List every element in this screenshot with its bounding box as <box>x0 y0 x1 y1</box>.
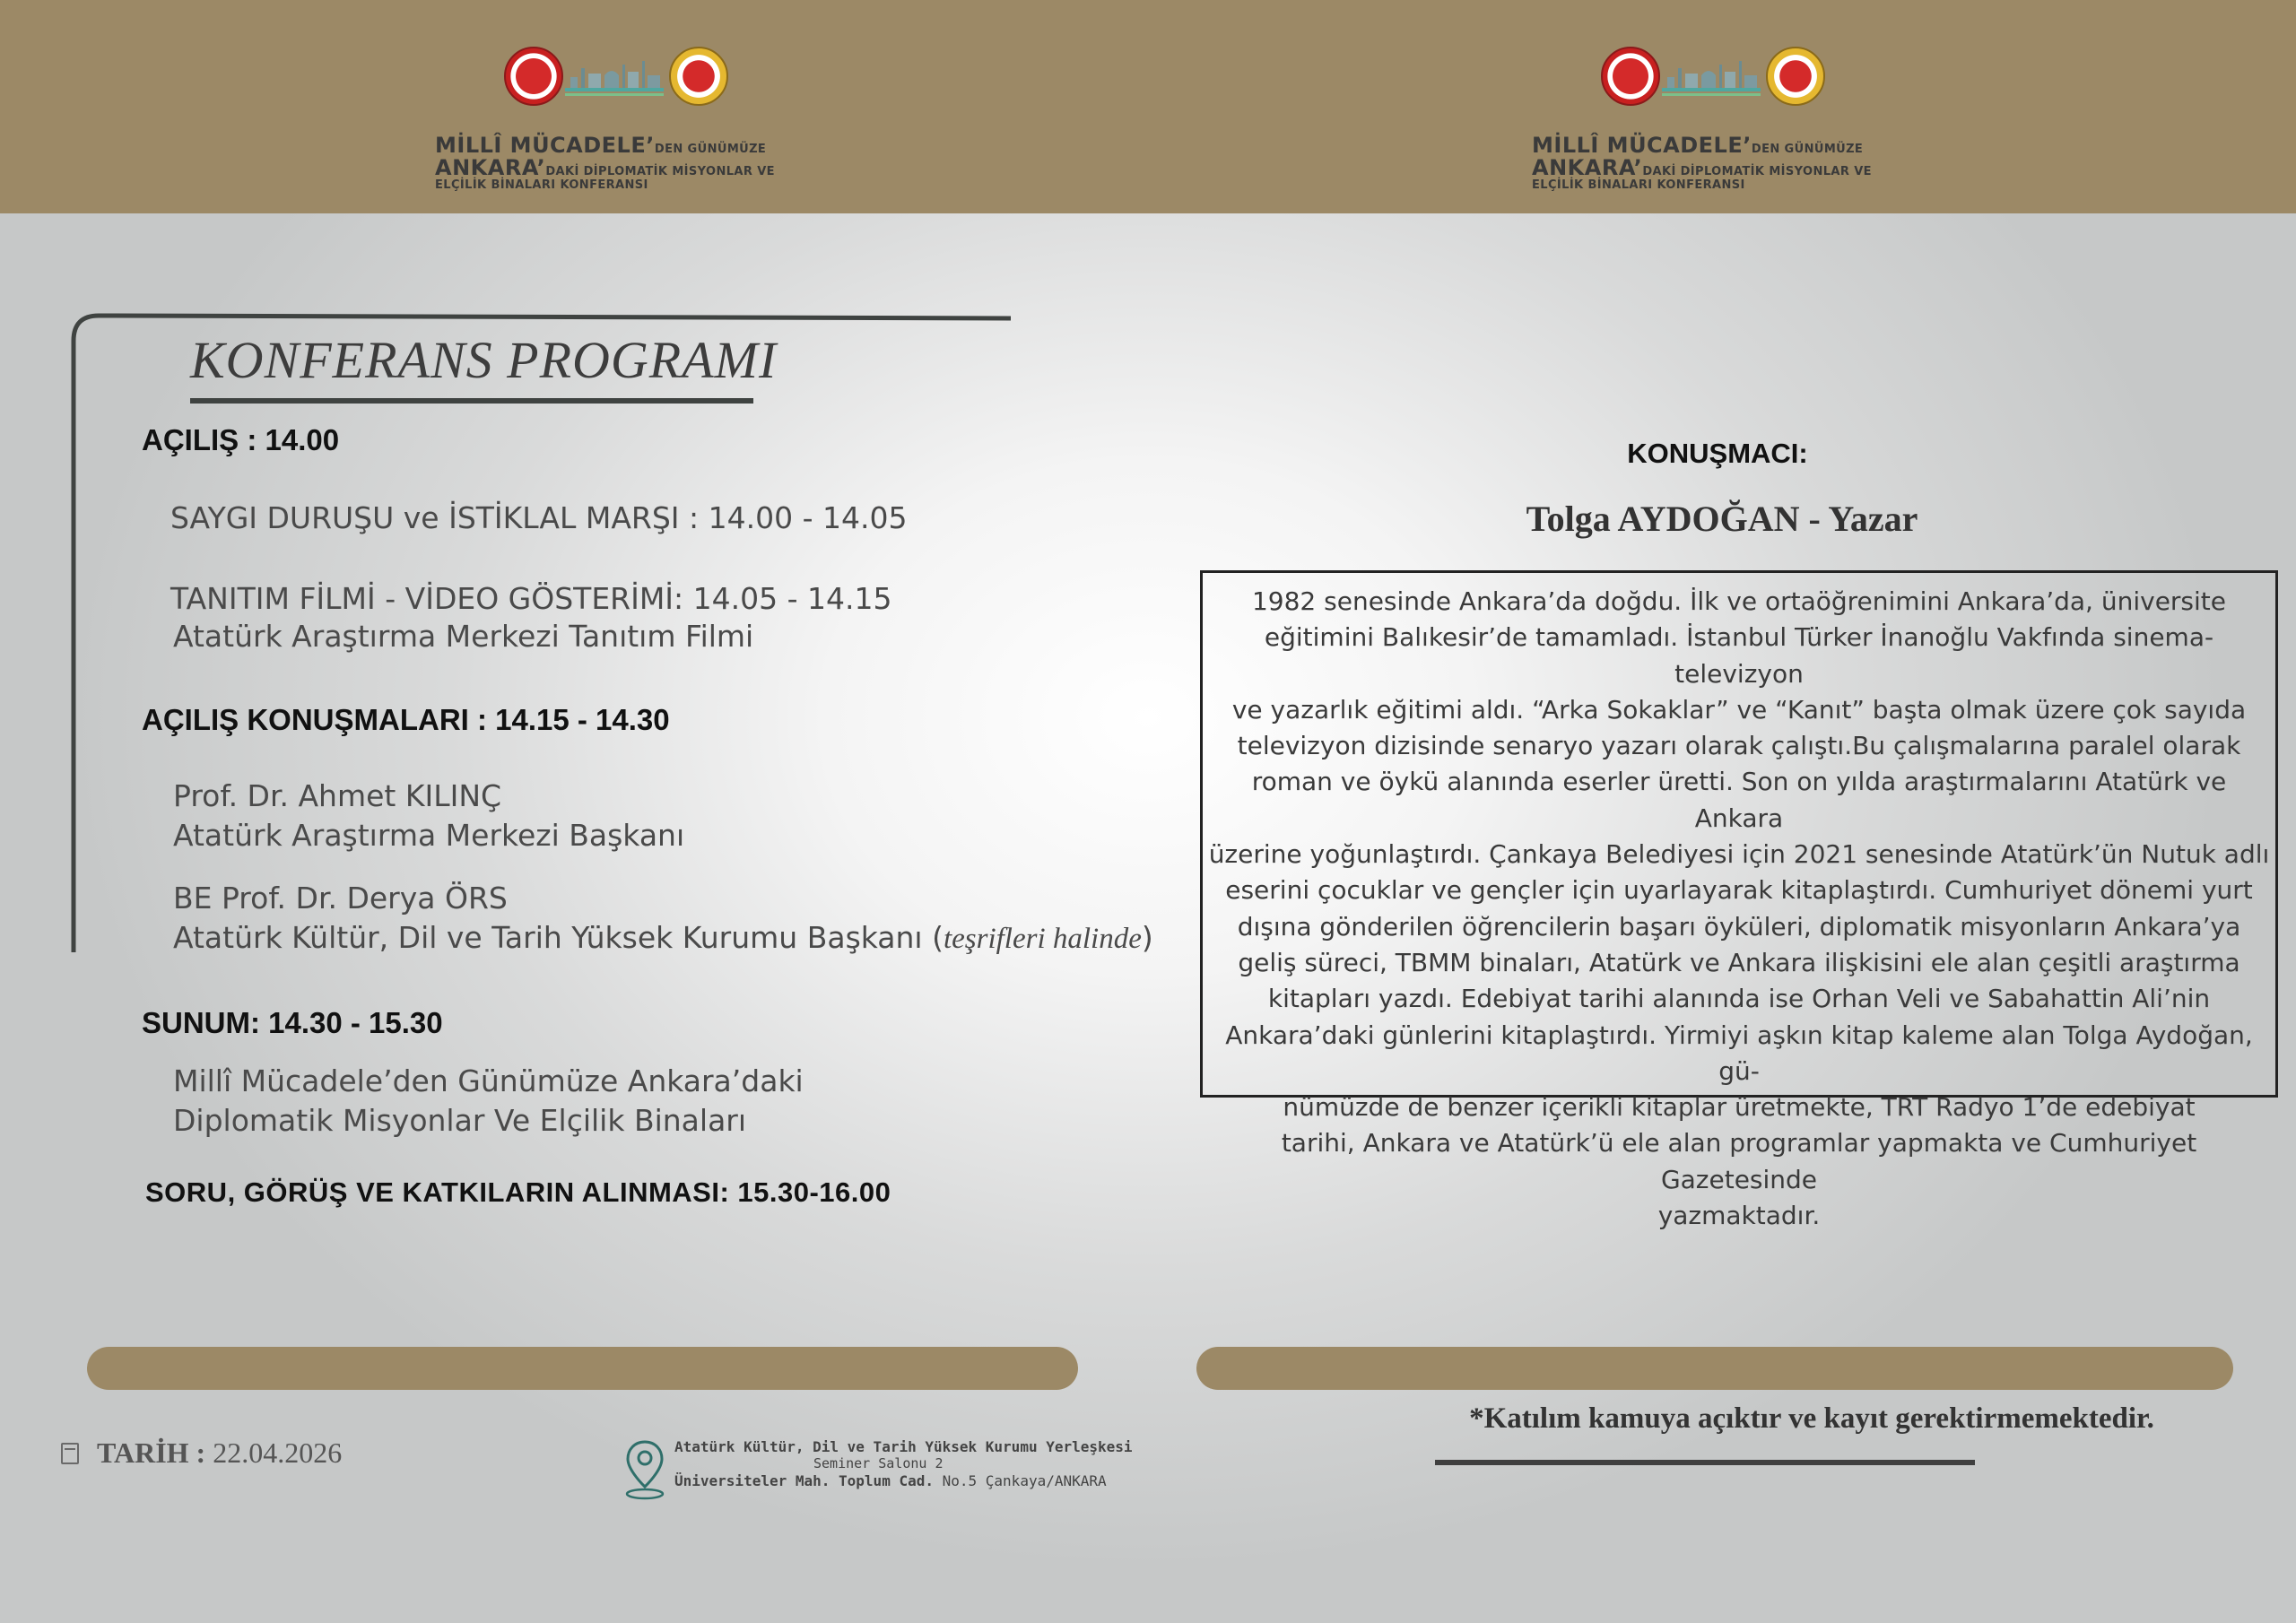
speaker2-close-paren: ) <box>1141 920 1153 955</box>
address-line3 <box>674 1472 1133 1489</box>
logo-line1-big: MİLLÎ MÜCADELE’ <box>435 133 655 158</box>
qa-heading: SORU, GÖRÜŞ VE KATKILARIN ALINMASI: 15.30-16.00 <box>145 1176 891 1208</box>
speaker-bio: 1982 senesinde Ankara’da doğdu. İlk ve ortaöğrenimini Ankara’da, üniversite eğitimini Balıkesir’de tamamladı. İstanbul Türker İnanoğlu Vakfında sinema-televizyon ve yazarlık eğitimi aldı. “Arka Sokaklar” ve “Kanıt” başta olmak üzere çok sayıda televizyon dizisinde senaryo yazarı olarak çalıştı.Bu çalışmalarına paralel olarak roman ve öykü alanında eserler üretti. Son on yılda araştırmalarını Atatürk ve Ankara üzerine yoğunlaştırdı. Çankaya Belediyesi için 2021 senesinde Atatürk’ün Nutuk adlı eserini çocuklar ve gençler için uyarlayarak kitaplaştırdı. Cumhuriyet dönemi yurt dışına gönderilen öğrencilerin başarı öyküleri, diplomatik misyonların Ankara’ya geliş süreci, TBMM binaları, Atatürk ve Ankara ilişkisini ele alan çeşitli araştırma kitapları yazdı. Edebiyat tarihi alanında ise Orhan Veli ve Sabahattin Ali’nin Ankara’daki günlerini kitaplaştırdı. Yirmiyi aşkın kitap kaleme alan Tolga Aydoğan, gü- nümüzde de benzer içerikli kitaplar üretmekte, TRT Radyo 1’de edebiyat tarihi, Ankara ve Atatürk’ü ele alan programlar yapmakta ve Cumhuriyet Gazetesinde yazmaktadır. <box>1208 586 2270 1231</box>
logo-line1-big: MİLLÎ MÜCADELE’ <box>1532 133 1752 158</box>
note-underline <box>1435 1460 1975 1465</box>
speaker-bio-box <box>1200 570 2278 1231</box>
speaker1-name: Prof. Dr. Ahmet KILINÇ <box>173 778 502 813</box>
crescent-star-emblem-icon <box>1601 47 1660 106</box>
calendar-icon <box>61 1443 79 1464</box>
speaker2-name: BE Prof. Dr. Derya ÖRS <box>173 881 508 916</box>
conference-logo-title <box>1532 135 1926 192</box>
address-line3-rest: No.5 Çankaya/ANKARA <box>933 1472 1107 1489</box>
film-subtitle: Atatürk Araştırma Merkezi Tanıtım Filmi <box>173 619 754 654</box>
location-pin-icon <box>623 1438 666 1501</box>
logo-emblems <box>1601 43 1834 106</box>
address-line3-street: Üniversiteler Mah. Toplum Cad. <box>674 1472 934 1489</box>
logo-line2-small: DAKİ DİPLOMATİK MİSYONLAR VE <box>1642 165 1872 179</box>
speaker-name: Tolga AYDOĞAN - Yazar <box>1526 499 1918 539</box>
title-underline <box>190 398 753 404</box>
speaker1-title: Atatürk Araştırma Merkezi Başkanı <box>173 818 685 853</box>
program-title: KONFERANS PROGRAMI <box>190 331 778 389</box>
date-row <box>61 1436 342 1470</box>
public-access-note: *Katılım kamuya açıktır ve kayıt gerektirmemektedir. <box>1469 1402 2154 1435</box>
address-lines <box>674 1438 1133 1489</box>
ataturk-medallion-icon <box>1766 47 1825 106</box>
conference-logo-right <box>1532 43 1926 204</box>
presentation-line2: Diplomatik Misyonlar Ve Elçilik Binaları <box>173 1103 747 1138</box>
presentation-line1: Millî Mücadele’den Günümüze Ankara’daki <box>173 1063 804 1098</box>
film-item: TANITIM FİLMİ - VİDEO GÖSTERİMİ: 14.05 - 14.15 <box>170 581 892 616</box>
logo-line3: ELÇİLİK BİNALARI KONFERANSI <box>1532 178 1745 193</box>
speaker2-note: teşrifleri halinde <box>943 923 1142 955</box>
speaker2-title-text: Atatürk Kültür, Dil ve Tarih Yüksek Kurumu Başkanı ( <box>173 920 944 955</box>
address-line1: Atatürk Kültür, Dil ve Tarih Yüksek Kurumu Yerleşkesi <box>674 1438 1133 1455</box>
speaker-label: KONUŞMACI: <box>1627 438 1808 469</box>
logo-line3: ELÇİLİK BİNALARI KONFERANSI <box>435 178 648 193</box>
footer-bar-right <box>1196 1347 2233 1390</box>
date-label: TARİH : <box>97 1436 206 1469</box>
logo-line2-big: ANKARA’ <box>435 155 546 181</box>
footer-bar-left <box>87 1347 1078 1390</box>
date-value: 22.04.2026 <box>213 1436 343 1469</box>
speaker2-title <box>173 918 1153 959</box>
address-line2: Seminer Salonu 2 <box>813 1455 944 1471</box>
respect-item: SAYGI DURUŞU ve İSTİKLAL MARŞI : 14.00 - 14.05 <box>170 500 908 535</box>
presentation-heading: SUNUM: 14.30 - 15.30 <box>142 1006 443 1039</box>
speeches-heading: AÇILIŞ KONUŞMALARI : 14.15 - 14.30 <box>142 703 670 736</box>
logo-line2-big: ANKARA’ <box>1532 155 1643 181</box>
logo-line2-small: DAKİ DİPLOMATİK MİSYONLAR VE <box>545 165 775 179</box>
logo-line1-small: DEN GÜNÜMÜZE <box>654 143 767 156</box>
ankara-skyline-icon <box>1662 52 1761 100</box>
logo-line1-small: DEN GÜNÜMÜZE <box>1751 143 1864 156</box>
opening-heading: AÇILIŞ : 14.00 <box>142 423 340 456</box>
